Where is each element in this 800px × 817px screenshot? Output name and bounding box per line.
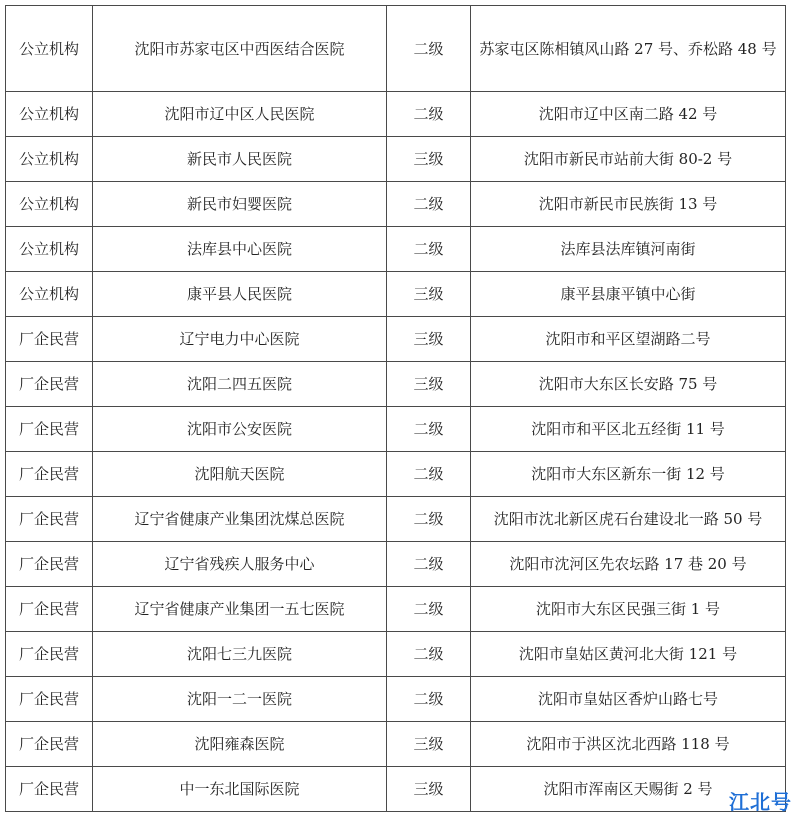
address-cell: 沈阳市和平区望湖路二号 [471, 317, 786, 362]
hospital-name-cell: 中一东北国际医院 [93, 767, 387, 812]
institution-type-cell: 公立机构 [6, 92, 93, 137]
hospital-table-body [6, 6, 786, 812]
institution-type-cell: 厂企民营 [6, 497, 93, 542]
address-cell: 沈阳市新民市站前大街 80-2 号 [471, 137, 786, 182]
table-row [6, 497, 786, 542]
hospital-name-cell: 沈阳二四五医院 [93, 362, 387, 407]
hospital-name-cell: 辽宁省健康产业集团一五七医院 [93, 587, 387, 632]
hospital-name-cell: 法库县中心医院 [93, 227, 387, 272]
table-row [6, 632, 786, 677]
address-cell: 沈阳市大东区长安路 75 号 [471, 362, 786, 407]
institution-type-cell: 厂企民营 [6, 632, 93, 677]
hospital-name-cell: 沈阳一二一医院 [93, 677, 387, 722]
hospital-name-cell: 沈阳雍森医院 [93, 722, 387, 767]
table-row [6, 407, 786, 452]
table-row [6, 137, 786, 182]
hospital-name-cell: 辽宁省健康产业集团沈煤总医院 [93, 497, 387, 542]
hospital-level-cell: 二级 [387, 182, 471, 227]
institution-type-cell: 厂企民营 [6, 677, 93, 722]
table-row [6, 272, 786, 317]
address-cell: 苏家屯区陈相镇风山路 27 号、乔松路 48 号 [471, 6, 786, 92]
hospital-level-cell: 三级 [387, 362, 471, 407]
hospital-level-cell: 三级 [387, 272, 471, 317]
hospital-name-cell: 沈阳航天医院 [93, 452, 387, 497]
hospital-level-cell: 二级 [387, 452, 471, 497]
table-row [6, 227, 786, 272]
hospital-level-cell: 二级 [387, 677, 471, 722]
hospital-level-cell: 三级 [387, 137, 471, 182]
address-cell: 沈阳市大东区民强三街 1 号 [471, 587, 786, 632]
hospital-name-cell: 辽宁电力中心医院 [93, 317, 387, 362]
address-cell: 沈阳市于洪区沈北西路 118 号 [471, 722, 786, 767]
address-cell: 沈阳市皇姑区香炉山路七号 [471, 677, 786, 722]
hospital-level-cell: 二级 [387, 632, 471, 677]
table-row [6, 362, 786, 407]
hospital-name-cell: 沈阳七三九医院 [93, 632, 387, 677]
hospital-level-cell: 二级 [387, 497, 471, 542]
hospital-level-cell: 三级 [387, 767, 471, 812]
table-row [6, 587, 786, 632]
address-cell: 沈阳市新民市民族街 13 号 [471, 182, 786, 227]
table-row [6, 6, 786, 92]
table-row [6, 317, 786, 362]
table-row [6, 767, 786, 812]
address-cell: 沈阳市辽中区南二路 42 号 [471, 92, 786, 137]
hospital-name-cell: 沈阳市辽中区人民医院 [93, 92, 387, 137]
watermark-logo: 江北号 [729, 790, 792, 814]
institution-type-cell: 厂企民营 [6, 317, 93, 362]
hospital-level-cell: 二级 [387, 6, 471, 92]
hospital-level-cell: 二级 [387, 227, 471, 272]
institution-type-cell: 公立机构 [6, 272, 93, 317]
hospital-name-cell: 新民市妇婴医院 [93, 182, 387, 227]
institution-type-cell: 厂企民营 [6, 362, 93, 407]
institution-type-cell: 厂企民营 [6, 722, 93, 767]
hospital-level-cell: 三级 [387, 317, 471, 362]
hospital-level-cell: 二级 [387, 92, 471, 137]
address-cell: 沈阳市大东区新东一街 12 号 [471, 452, 786, 497]
table-row [6, 182, 786, 227]
table-row [6, 677, 786, 722]
hospital-name-cell: 沈阳市苏家屯区中西医结合医院 [93, 6, 387, 92]
hospital-table [5, 5, 786, 812]
institution-type-cell: 厂企民营 [6, 407, 93, 452]
institution-type-cell: 公立机构 [6, 6, 93, 92]
table-row [6, 92, 786, 137]
institution-type-cell: 厂企民营 [6, 452, 93, 497]
hospital-level-cell: 二级 [387, 542, 471, 587]
institution-type-cell: 公立机构 [6, 137, 93, 182]
address-cell: 沈阳市浑南区天赐街 2 号 [471, 767, 786, 812]
institution-type-cell: 厂企民营 [6, 767, 93, 812]
address-cell: 沈阳市沈河区先农坛路 17 巷 20 号 [471, 542, 786, 587]
hospital-level-cell: 三级 [387, 722, 471, 767]
hospital-name-cell: 新民市人民医院 [93, 137, 387, 182]
address-cell: 沈阳市皇姑区黄河北大街 121 号 [471, 632, 786, 677]
address-cell: 沈阳市沈北新区虎石台建设北一路 50 号 [471, 497, 786, 542]
address-cell: 沈阳市和平区北五经街 11 号 [471, 407, 786, 452]
institution-type-cell: 公立机构 [6, 182, 93, 227]
hospital-name-cell: 康平县人民医院 [93, 272, 387, 317]
table-row [6, 452, 786, 497]
hospital-name-cell: 沈阳市公安医院 [93, 407, 387, 452]
hospital-level-cell: 二级 [387, 407, 471, 452]
hospital-name-cell: 辽宁省残疾人服务中心 [93, 542, 387, 587]
table-row [6, 542, 786, 587]
institution-type-cell: 厂企民营 [6, 542, 93, 587]
institution-type-cell: 厂企民营 [6, 587, 93, 632]
address-cell: 法库县法库镇河南街 [471, 227, 786, 272]
institution-type-cell: 公立机构 [6, 227, 93, 272]
address-cell: 康平县康平镇中心街 [471, 272, 786, 317]
table-row [6, 722, 786, 767]
hospital-level-cell: 二级 [387, 587, 471, 632]
